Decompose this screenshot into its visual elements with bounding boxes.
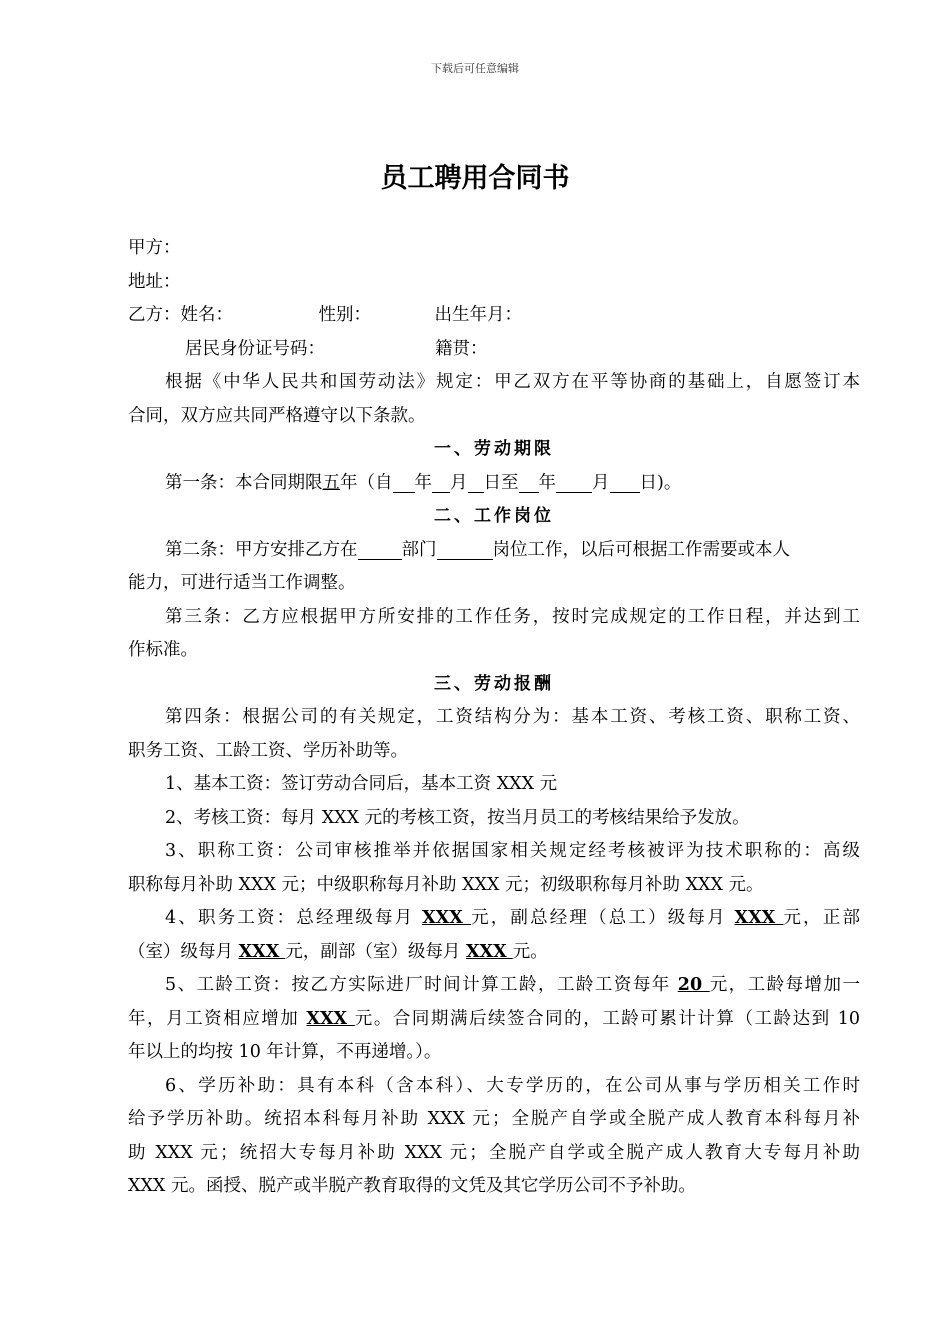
gm-amount: XXX <box>422 908 472 928</box>
seniority-yearly-amount: 20 <box>677 975 710 995</box>
article-1 <box>128 467 860 501</box>
article-1-text: 年 <box>538 472 556 493</box>
item-1-basic-salary: 1、基本工资：签订劳动合同后，基本工资 XXX 元 <box>165 774 558 794</box>
deputy-dept-amount: XXX <box>465 941 513 962</box>
item-5-text: 5、工龄工资：按乙方实际进厂时间计算工龄，工龄工资每年 <box>165 975 678 995</box>
article-1-text: 月 <box>592 472 610 493</box>
origin-label: 籍贯： <box>435 338 488 359</box>
article-2-text: 第二条：甲方安排乙方在 <box>165 539 358 560</box>
item-5-line-2 <box>128 1003 860 1037</box>
article-1-text: 年（自 <box>340 472 393 493</box>
contract-years: 五 <box>322 472 340 493</box>
item-3-line-2: 职称每月补助 XXX 元；中级职称每月补助 XXX 元；初级职称每月补助 XXX 元。 <box>128 874 764 895</box>
article-2-text: 部门 <box>401 539 437 560</box>
article-3-line-2: 作标准。 <box>128 640 198 660</box>
contract-body <box>128 232 860 1204</box>
item-4-text: 4、职务工资：总经理级每月 <box>165 908 423 928</box>
party-b-line <box>128 299 860 333</box>
article-2-text: 岗位工作，以后可根据工作需要或本人 <box>492 539 790 560</box>
item-2-assessment-salary: 2、考核工资：每月 XXX 元的考核工资，按当月员工的考核结果给予发放。 <box>165 807 750 828</box>
article-1-text: 日)。 <box>639 472 682 493</box>
start-day-blank <box>468 472 484 493</box>
position-blank <box>437 539 493 560</box>
article-3-line-1: 第三条：乙方应根据甲方所安排的工作任务，按时完成规定的工作日程，并达到工 <box>165 606 860 627</box>
article-2-line-1 <box>128 534 860 568</box>
item-6-line-2: 给予学历补助。统招本科每月补助 XXX 元；全脱产自学或全脱产成人教育本科每月补 <box>128 1109 860 1129</box>
end-year-blank <box>519 472 539 493</box>
end-month-blank <box>556 472 592 493</box>
item-4-text: 元。 <box>512 941 548 962</box>
name-label: 姓名： <box>180 305 233 325</box>
start-month-blank <box>432 472 450 493</box>
item-3-line-1: 3、职称工资：公司审核推举并依据国家相关规定经考核被评为技术职称的：高级 <box>165 841 860 861</box>
intro-line-1: 根据《中华人民共和国劳动法》规定：甲乙双方在平等协商的基础上，自愿签订本 <box>165 372 860 392</box>
article-1-text: 年 <box>414 472 432 493</box>
article-2-line-2: 能力，可进行适当工作调整。 <box>128 573 356 593</box>
item-4-text: （室）级每月 <box>128 941 239 962</box>
section-2-heading: 二、工作岗位 <box>434 506 554 526</box>
end-day-blank <box>610 472 640 493</box>
item-5-line-3: 年以上的均按 10 年计算，不再递增。）。 <box>128 1042 442 1062</box>
dept-head-amount: XXX <box>238 941 286 962</box>
deputy-gm-amount: XXX <box>734 908 784 928</box>
item-5-text: 元，工龄每增加一 <box>709 975 860 995</box>
page-header-note: 下载后可任意编辑 <box>431 62 519 75</box>
item-5-line-1 <box>128 969 860 1003</box>
section-3-heading: 三、劳动报酬 <box>434 673 554 694</box>
article-1-text: 第一条：本合同期限 <box>165 472 323 493</box>
article-1-text: 日至 <box>483 472 519 493</box>
party-b-id-line <box>128 333 860 367</box>
address-line <box>128 266 860 300</box>
item-4-line-1 <box>128 902 860 936</box>
department-blank <box>358 539 402 560</box>
party-a-line <box>128 232 860 266</box>
start-year-blank <box>393 472 415 493</box>
party-a-label: 甲方： <box>128 238 181 258</box>
monthly-increase-amount: XXX <box>306 1008 355 1029</box>
item-4-text: 元，副部（室）级每月 <box>285 941 466 962</box>
item-5-text: 元。合同期满后续签合同的，工龄可累计计算（工龄达到 10 <box>354 1008 860 1029</box>
article-4-line-2: 职务工资、工龄工资、学历补助等。 <box>128 740 408 761</box>
article-1-text: 月 <box>450 472 468 493</box>
intro-line-2: 合同，双方应共同严格遵守以下条款。 <box>128 405 426 426</box>
section-1-heading: 一、劳动期限 <box>434 439 554 459</box>
party-b-label: 乙方： <box>128 305 181 325</box>
item-4-text: 元，副总经理（总工）级每月 <box>471 908 735 928</box>
birth-label: 出生年月： <box>434 305 522 325</box>
item-6-line-1: 6、学历补助：具有本科（含本科）、大专学历的，在公司从事与学历相关工作时 <box>165 1075 860 1096</box>
item-6-line-3: 助 XXX 元；统招大专每月补助 XXX 元；全脱产自学或全脱产成人教育大专每月补助 <box>128 1142 860 1163</box>
article-4-line-1: 第四条：根据公司的有关规定，工资结构分为：基本工资、考核工资、职称工资、 <box>165 707 860 727</box>
item-4-text: 元，正部 <box>783 908 861 928</box>
item-4-line-2 <box>128 936 860 970</box>
gender-label: 性别： <box>318 305 371 325</box>
document-title: 员工聘用合同书 <box>380 163 570 194</box>
id-number-label: 居民身份证号码： <box>185 338 325 359</box>
item-6-line-4: XXX 元。函授、脱产或半脱产教育取得的文凭及其它学历公司不予补助。 <box>128 1176 696 1196</box>
address-label: 地址： <box>128 271 181 292</box>
item-5-text: 年，月工资相应增加 <box>128 1008 307 1029</box>
